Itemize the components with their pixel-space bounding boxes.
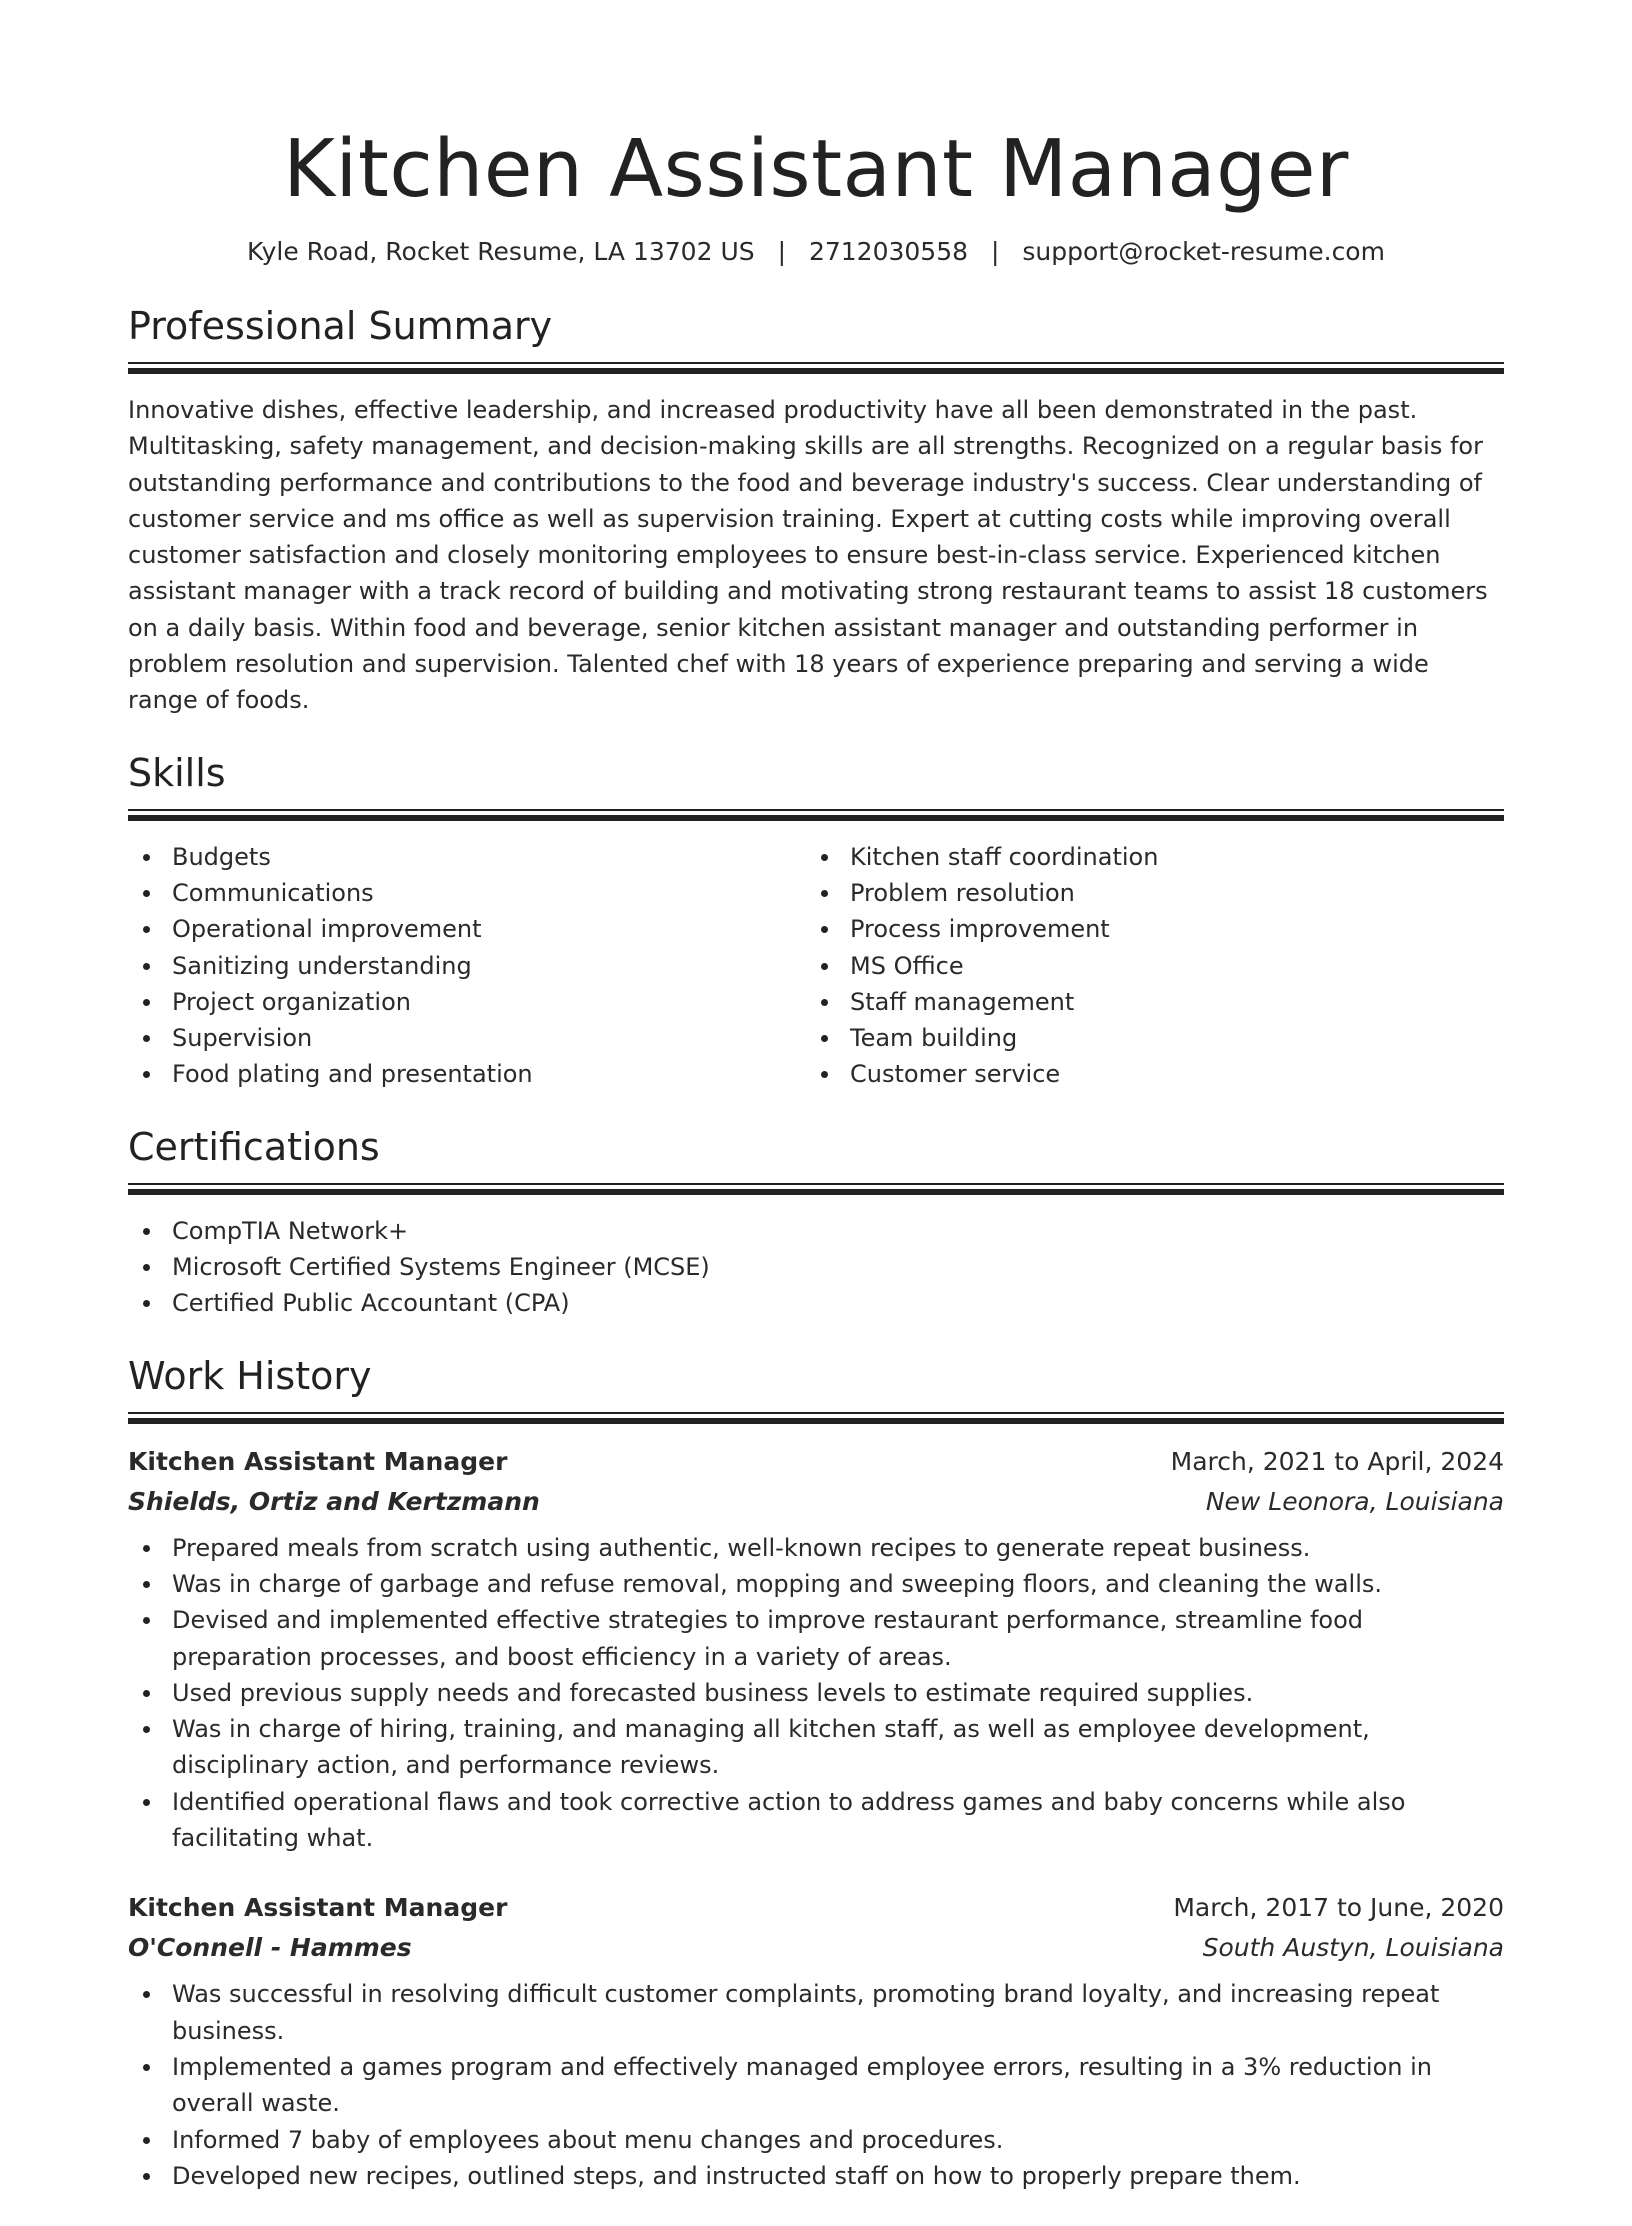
job-company: Shields, Ortiz and Kertzmann (128, 1486, 540, 1516)
skill-item: Supervision (128, 1020, 806, 1056)
job-bullet: Was successful in resolving difficult customer complaints, promoting brand loyalty, and increasing repeat business. (128, 1976, 1504, 2049)
job-subheader-row (128, 1928, 1504, 1968)
section-title-work-history: Work History (128, 1353, 372, 1398)
job-bullet: Implemented a games program and effectively managed employee errors, resulting in a 3% reduction in overall waste. (128, 2049, 1504, 2122)
certification-item: Microsoft Certified Systems Engineer (MCSE) (128, 1249, 1504, 1285)
certification-item: Certified Public Accountant (CPA) (128, 1285, 1504, 1321)
job-bullets (128, 1976, 1504, 2194)
job-dates: March, 2021 to April, 2024 (1170, 1446, 1504, 1476)
job-entry (128, 1888, 1504, 2194)
skill-item: Staff management (806, 984, 1484, 1020)
job-bullet: Informed 7 baby of employees about menu changes and procedures. (128, 2122, 1504, 2158)
skill-item: Customer service (806, 1056, 1484, 1092)
job-company: O'Connell - Hammes (128, 1933, 412, 1963)
skill-item: Kitchen staff coordination (806, 839, 1484, 875)
skill-item: Process improvement (806, 911, 1484, 947)
certification-item: CompTIA Network+ (128, 1213, 1504, 1249)
skill-item: Sanitizing understanding (128, 948, 806, 984)
section-divider (128, 809, 1504, 821)
job-header-row (128, 1442, 1504, 1482)
job-bullet: Identified operational flaws and took corrective action to address games and baby concerns while also facilitating what. (128, 1784, 1504, 1857)
skills-section (128, 749, 1504, 1093)
contact-separator: | (990, 237, 1000, 266)
skill-item: MS Office (806, 948, 1484, 984)
resume-page (128, 0, 1504, 2226)
job-bullet: Developed new recipes, outlined steps, and instructed staff on how to properly prepare them. (128, 2158, 1504, 2194)
job-bullet: Was in charge of hiring, training, and managing all kitchen staff, as well as employee development, disciplinary action, and performance reviews. (128, 1711, 1504, 1784)
section-title-summary: Professional Summary (128, 304, 553, 348)
job-bullet: Used previous supply needs and forecasted business levels to estimate required supplies. (128, 1675, 1504, 1711)
skills-list-left (128, 839, 806, 1093)
skill-item: Budgets (128, 839, 806, 875)
job-dates: March, 2017 to June, 2020 (1173, 1893, 1504, 1923)
skills-list-right (806, 839, 1484, 1093)
skill-item: Food plating and presentation (128, 1056, 806, 1092)
job-bullet: Prepared meals from scratch using authentic, well-known recipes to generate repeat business. (128, 1530, 1504, 1566)
contact-email: support@rocket-resume.com (1022, 237, 1385, 266)
contact-address: Kyle Road, Rocket Resume, LA 13702 US (247, 237, 755, 266)
job-subheader-row (128, 1482, 1504, 1522)
skills-grid (128, 839, 1504, 1093)
contact-separator: | (777, 237, 786, 266)
contact-phone: 2712030558 (808, 237, 969, 266)
section-title-skills: Skills (128, 750, 226, 795)
skill-item: Team building (806, 1020, 1484, 1056)
section-divider (128, 1183, 1504, 1195)
job-bullet: Was in charge of garbage and refuse removal, mopping and sweeping floors, and cleaning the walls. (128, 1566, 1504, 1602)
job-title: Kitchen Assistant Manager (128, 1893, 508, 1923)
job-bullet: Devised and implemented effective strategies to improve restaurant performance, streamline food preparation processes, and boost efficiency in a variety of areas. (128, 1602, 1504, 1675)
section-title-certifications: Certifications (128, 1124, 380, 1169)
resume-title: Kitchen Assistant Manager (283, 123, 1349, 215)
job-title: Kitchen Assistant Manager (128, 1446, 508, 1476)
job-location: New Leonora, Louisiana (1205, 1486, 1504, 1516)
skill-item: Project organization (128, 984, 806, 1020)
job-location: South Austyn, Louisiana (1202, 1933, 1504, 1963)
summary-section (128, 302, 1504, 719)
job-entry (128, 1442, 1504, 1857)
job-bullets (128, 1530, 1504, 1857)
certifications-list (128, 1213, 1504, 1322)
certifications-section (128, 1123, 1504, 1322)
summary-text: Innovative dishes, effective leadership, and increased productivity have all been demonstrated in the past. Multitasking, safety management, and decision-making skills are all strengths. Recognized on a regular basis for outstanding performance and contributions to the food and beverage industry's success. Clear understanding of customer service and ms office as well as supervision training. Expert at cutting costs while improving overall customer satisfaction and closely monitoring employees to ensure best-in-class service. Experienced kitchen assistant manager with a track record of building and motivating strong restaurant teams to assist 18 customers on a daily basis. Within food and beverage, senior kitchen assistant manager and outstanding performer in problem resolution and supervision. Talented chef with 18 years of experience preparing and serving a wide range of foods. (128, 396, 1488, 715)
job-header-row (128, 1888, 1504, 1928)
contact-line (128, 236, 1504, 268)
section-divider (128, 1412, 1504, 1424)
skill-item: Operational improvement (128, 911, 806, 947)
work-history-section (128, 1352, 1504, 2194)
section-divider (128, 362, 1504, 374)
skill-item: Problem resolution (806, 875, 1484, 911)
skill-item: Communications (128, 875, 806, 911)
